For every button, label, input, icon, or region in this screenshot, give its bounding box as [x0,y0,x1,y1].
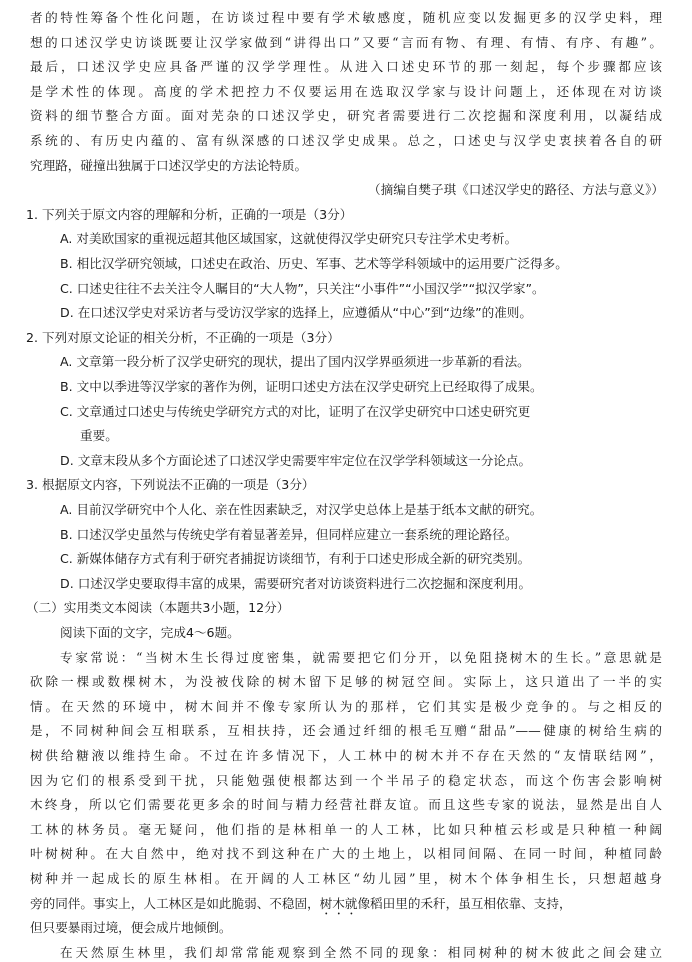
passage2-line: 因为它们的根系受到干扰，只能勉强使根都达到一个半吊子的稳定状态，而这个伤害会影响树 [30,772,662,788]
passage1-line: 想的口述汉学史访谈既要让汉学家做到“讲得出口”又要“言而有物、有理、有情、有序、有趣”。 [30,34,662,50]
passage2-line: 专家常说：“当树木生长得过度密集，就需要把它们分开，以免阻挠树木的生长。”意思就是 [60,649,662,665]
question-1-stem: 1. 下列关于原文内容的理解和分析，正确的一项是（3分） [26,206,353,222]
passage1-line: 资料的细节整合方面。面对芜杂的口述汉学史，研究者需要进行二次挖掘和深度利用，以凝结成 [30,108,662,124]
passage2-line: 树种并一起成长的原生林相。在开阔的人工林区“幼儿园”里，树木个体争相生长，只想超越身 [30,871,662,886]
question-3-option-d: D. 口述汉学史要取得丰富的成果，需要研究者对访谈资料进行二次挖掘和深度利用。 [60,575,532,591]
passage2-line: 工林的林务员。毫无疑问，他们指的是林相单一的人工林，比如只种植云杉或是只种植一种阔 [30,821,662,837]
section-heading: （二）实用类文本阅读（本题共3小题，12分） [26,600,290,616]
passage2-line: 木终身，所以它们需要花更多余的时间与精力经营社群友谊。而且这些专家的说法，显然是出自人 [30,797,662,813]
question-2-option-c: C. 文章通过口述史与传统史学研究方式的对比，证明了在汉学史研究中口述史研究更 [60,403,531,419]
emphasis-mark: 树木就 [319,895,358,911]
passage1-line: 系统的、有历史内蕴的、富有纵深感的口述汉学史成果。总之，口述史与汉学史衷挟着各自的研 [30,133,662,148]
section-instruction: 阅读下面的文字，完成4～6题。 [60,625,240,640]
passage2-text: 旁的同伴。事实上，人工林区是如此脆弱、不稳固， [30,895,320,911]
passage2-line: 树供给糖液以维持生命。不过在许多情况下，人工林中的树木并不存在天然的“友情联结网”， [30,748,662,763]
question-2-option-a: A. 文章第一段分析了汉学史研究的现状，提出了国内汉学界亟须进一步革新的看法。 [60,354,530,370]
passage2-line: 在天然原生林里，我们却常常能观察到全然不同的现象：相同树种的树木彼此之间会建立 [60,944,662,960]
question-3-option-c: C. 新媒体储存方式有利于研究者捕捉访谈细节，有利于口述史形成全新的研究类别。 [60,551,531,567]
passage2-line: 是，不同树种间会互相联系，互相扶持，还会通过纤细的根毛互赠“甜品”——健康的树给生病的 [30,723,662,739]
passage1-line: 最后，口述汉学史应具备严谨的汉学学理性。从进入口述史环节的那一刻起，每个步骤都应该 [30,59,662,75]
passage1-line: 者的特性筹备个性化问题，在访谈过程中要有学术敏感度，随机应变以发掘更多的汉学史料，理 [30,10,662,25]
question-2-stem: 2. 下列对原文论证的相关分析，不正确的一项是（3分） [26,329,340,345]
question-2-option-b: B. 文中以季进等汉学家的著作为例，证明口述史方法在汉学史研究上已经取得了成果。 [60,379,543,394]
source-citation: （摘编自樊子琪《口述汉学史的路径、方法与意义》） [368,182,664,198]
passage1-line: 是学术性的体现。高度的学术把控力不仅要运用在选取汉学家与设计问题上，还体现在对访谈 [30,83,662,99]
question-1-option-c: C. 口述史往往不去关注令人瞩目的“大人物”，只关注“小事件”“小国汉学”“拟汉学家”。 [60,280,545,296]
question-1-option-a: A. 对美欧国家的重视远超其他区域国家，这就使得汉学史研究只专注学术史考析。 [60,231,518,247]
passage2-line: 情。在天然的环境中，树木间并不像专家所认为的那样，它们其实是极少竞争的。与之相反的 [30,698,662,714]
question-1-option-d: D. 在口述汉学史对采访者与受访汉学家的选择上，应遵循从“中心”到“边缘”的准则。 [60,305,532,321]
question-3-option-a: A. 目前汉学研究中个人化、亲在性因素缺乏，对汉学史总体上是基于纸本文献的研究。 [60,502,543,517]
passage2-line [30,894,662,918]
question-3-option-b: B. 口述汉学史虽然与传统史学有着显著差异，但同样应建立一套系统的理论路径。 [60,526,518,542]
question-2-option-d: D. 文章末段从多个方面论述了口述汉学史需要牢牢定位在汉学学科领域这一分论点。 [60,452,532,468]
question-1-option-b: B. 相比汉学研究领域，口述史在政治、历史、军事、艺术等学科领域中的运用要广泛得多。 [60,256,568,271]
question-3-stem: 3. 根据原文内容，下列说法不正确的一项是（3分） [26,477,315,493]
passage2-line: 但只要暴雨过境，便会成片地倾倒。 [30,920,232,936]
passage2-line: 砍除一棵或数棵树木，为没被伐除的树木留下足够的树冠空间。实际上，这只道出了一半的实 [30,674,662,690]
passage2-line: 叶树树种。在大自然中，绝对找不到这种在广大的土地上，以相同间隔、在同一时间，种植同龄 [30,846,662,862]
passage2-text: 像稻田里的禾秆，虽互相依靠、支持， [357,895,572,911]
passage1-line: 究理路，碰撞出独属于口述汉学史的方法论特质。 [30,157,308,173]
question-2-option-c-cont: 重要。 [80,428,118,444]
